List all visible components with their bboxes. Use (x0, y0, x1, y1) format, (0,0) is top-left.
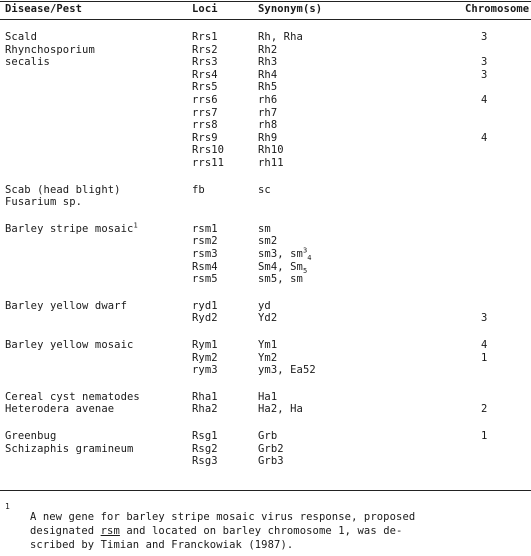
synonym-cell: Rh9 (258, 131, 278, 144)
synonym-cell: Grb2 (258, 442, 284, 455)
disease-name: Scab (head blight) (5, 183, 121, 196)
locus-cell: Rym1 (192, 339, 218, 351)
disease-name: Greenbug (5, 430, 57, 442)
footnote-line-3: scribed by Timian and Franckowiak (1987). (30, 539, 294, 551)
chromosome-cell: 1 (481, 430, 488, 442)
disease-name: Fusarium sp. (5, 196, 83, 209)
disease-name: Barley yellow dwarf (5, 299, 128, 312)
synonym-cell: Ym1 (258, 339, 278, 351)
subscript: 5 (302, 266, 308, 275)
footnote-line-2 (30, 525, 402, 537)
locus-cell: Rsg1 (192, 430, 218, 442)
synonym-cell: rh8 (258, 119, 278, 132)
synonym-cell: Rh4 (258, 68, 278, 81)
footnote-line-1: A new gene for barley stripe mosaic virus response, proposed (30, 511, 416, 523)
disease-name: Cereal cyst nematodes (5, 390, 140, 403)
synonym-cell: Rh, Rha (258, 31, 303, 43)
chromosome-cell: 2 (481, 403, 488, 416)
synonym-cell: Rh5 (258, 81, 278, 94)
subscript: 4 (307, 254, 312, 263)
locus-cell: rrs11 (192, 157, 225, 169)
locus-cell: Rha1 (192, 390, 218, 403)
synonym-cell: Rh10 (258, 144, 284, 157)
chromosome-cell: 3 (481, 312, 488, 325)
footnote-mark: 1 (5, 502, 10, 511)
disease-name: Barley yellow mosaic (5, 339, 134, 351)
locus-cell: ryd1 (192, 299, 218, 312)
disease-name: secalis (5, 56, 50, 69)
locus-cell: Rsg3 (192, 455, 218, 468)
locus-cell: Rrs10 (192, 144, 225, 157)
synonym-cell: Ym2 (258, 351, 278, 364)
locus-cell: fb (192, 183, 205, 196)
synonym-cell: Ha2, Ha (258, 403, 303, 416)
synonym-cell: Grb3 (258, 455, 284, 468)
superscript: 3 (302, 246, 308, 255)
locus-cell: rrs6 (192, 94, 218, 106)
synonym-cell: Rh2 (258, 43, 278, 56)
disease-name: Rhynchosporium (5, 43, 95, 56)
locus-cell: rsm5 (192, 273, 218, 286)
header-synonyms: Synonym(s) (258, 3, 323, 15)
locus-cell: rsm2 (192, 235, 218, 248)
chromosome-cell: 3 (481, 56, 488, 69)
locus-cell: Rrs4 (192, 68, 218, 81)
synonym-cell: sm5, sm (258, 273, 303, 286)
footnote-text: and located on barley chromosome 1, was de- (119, 525, 403, 537)
synonym-cell: sm2 (258, 235, 278, 248)
synonym-cell: rh6 (258, 94, 278, 106)
disease-name: Scald (5, 31, 38, 43)
header-loci: Loci (192, 3, 218, 15)
locus-cell: Rym2 (192, 351, 218, 364)
chromosome-cell: 4 (481, 339, 488, 351)
chromosome-cell: 4 (481, 131, 488, 144)
footnote-text: designated (30, 525, 101, 537)
chromosome-cell: 3 (481, 31, 488, 43)
locus-cell: Rrs9 (192, 131, 218, 144)
synonym-cell: ym3, Ea52 (258, 364, 316, 377)
synonym-cell: Grb (258, 430, 278, 442)
locus-cell: Rrs2 (192, 43, 218, 56)
chromosome-cell: 4 (481, 94, 488, 106)
header-rule (0, 19, 531, 20)
locus-cell: rsm3 (192, 248, 218, 260)
locus-cell: rrs8 (192, 119, 218, 132)
locus-cell: rrs7 (192, 106, 218, 119)
footnote-ref: 1 (133, 221, 138, 230)
locus-cell: rsm1 (192, 222, 218, 235)
footnote-gene-symbol: rsm (100, 525, 120, 537)
disease-name: Heterodera avenae (5, 403, 115, 416)
synonym-cell: sc (258, 183, 271, 196)
header-disease: Disease/Pest (5, 3, 83, 15)
locus-cell: Rsm4 (192, 260, 218, 273)
locus-cell: Rrs1 (192, 31, 218, 43)
top-rule (0, 1, 531, 2)
disease-name: Barley stripe mosaic$^1$ (5, 221, 138, 235)
locus-cell: rym3 (192, 364, 218, 377)
locus-cell: Rha2 (192, 403, 218, 416)
synonym-cell: rh7 (258, 106, 278, 119)
locus-cell: Rrs3 (192, 56, 218, 69)
synonym-cell: Sm4, $Sm_5$ (258, 260, 308, 275)
chromosome-cell: 3 (481, 68, 488, 81)
chromosome-cell: 1 (481, 351, 488, 364)
bottom-rule (0, 490, 531, 491)
synonym-cell: Yd2 (258, 312, 278, 325)
synonym-cell: sm (258, 222, 271, 235)
disease-name: Schizaphis gramineum (5, 442, 134, 455)
locus-cell: Ryd2 (192, 312, 218, 325)
locus-cell: Rrs5 (192, 81, 218, 94)
synonym-cell: yd (258, 299, 271, 312)
synonym-cell: sm3, $sm^3_4$ (258, 246, 312, 263)
synonym-cell: Rh3 (258, 56, 278, 69)
synonym-cell: Ha1 (258, 390, 278, 403)
locus-cell: Rsg2 (192, 442, 218, 455)
header-chromosome: Chromosome (465, 3, 530, 15)
synonym-cell: rh11 (258, 157, 284, 169)
